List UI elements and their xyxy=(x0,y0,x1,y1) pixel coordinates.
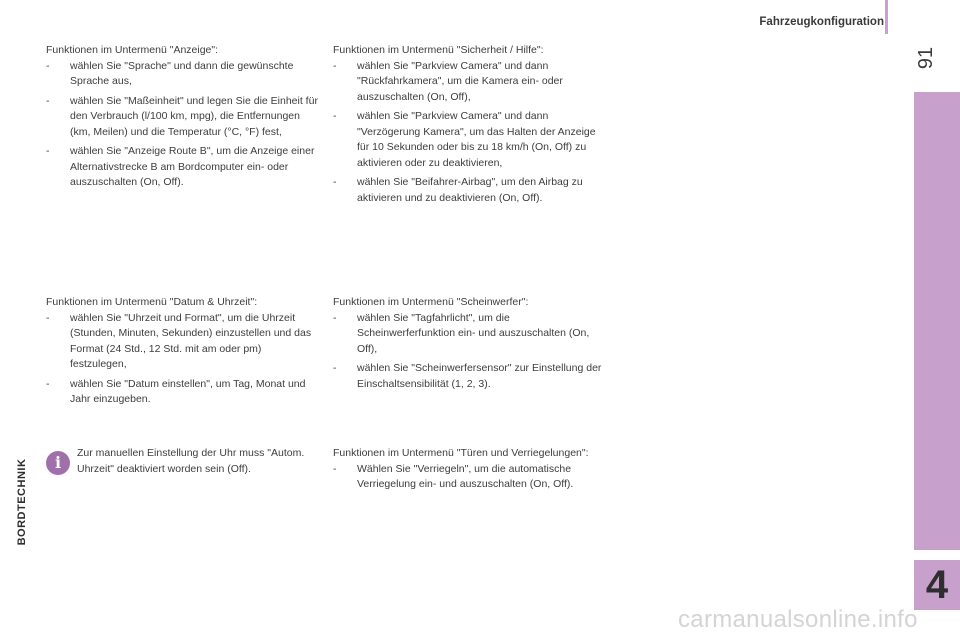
list-item xyxy=(333,311,605,358)
info-note xyxy=(77,446,305,477)
info-icon: i xyxy=(46,451,70,475)
list-item xyxy=(333,175,605,206)
list-dash: - xyxy=(333,110,337,122)
list-item-text: wählen Sie "Maßeinheit" und legen Sie die Einheit für den Verbrauch (l/100 km, mpg), die Entfernungen (km, Meilen) und die Temperatur (°C, °F) fest, xyxy=(70,94,318,138)
list-dash: - xyxy=(333,362,337,374)
list-dash: - xyxy=(46,377,50,390)
list-item-text: wählen Sie "Sprache" und dann die gewünschte Sprache aus, xyxy=(70,59,294,87)
list-item xyxy=(333,462,613,493)
section-intro: Funktionen im Untermenü "Sicherheit / Hilfe": xyxy=(333,44,544,56)
chapter-side-tab xyxy=(914,92,960,550)
list-item xyxy=(333,361,605,392)
section-intro: Funktionen im Untermenü "Datum & Uhrzeit": xyxy=(46,296,258,308)
list-item-text: wählen Sie "Uhrzeit und Format", um die Uhrzeit (Stunden, Minuten, Sekunden) einzustellen und das Format (24 Std., 12 Std. mit am oder pm) festzulegen, xyxy=(70,311,312,370)
section-intro: Funktionen im Untermenü "Scheinwerfer": xyxy=(333,296,529,308)
list-dash: - xyxy=(333,462,337,475)
list-item-text: wählen Sie "Datum einstellen", um Tag, Monat und Jahr einzugeben. xyxy=(70,377,306,405)
section-scheinwerfer xyxy=(333,295,605,396)
list-item-text: Wählen Sie "Verriegeln", um die automatische Verriegelung ein- und auszuschalten (On, Off). xyxy=(357,462,574,490)
info-note-text: Zur manuellen Einstellung der Uhr muss "Autom. Uhrzeit" deaktiviert worden sein (Off). xyxy=(77,447,305,475)
list-dash: - xyxy=(333,311,337,324)
watermark: carmanualsonline.info xyxy=(678,606,918,633)
section-anzeige xyxy=(46,43,318,195)
list-item xyxy=(333,109,605,171)
list-item-text: wählen Sie "Tagfahrlicht", um die Scheinwerferfunktion ein- und auszuschalten (On, Off), xyxy=(357,311,590,355)
section-sicherheit xyxy=(333,43,605,210)
list-dash: - xyxy=(46,59,50,72)
list-item-text: wählen Sie "Scheinwerfersensor" zur Einstellung der Einschaltsensibilität (1, 2, 3). xyxy=(357,362,602,390)
header-divider xyxy=(885,0,888,34)
list-item-text: wählen Sie "Anzeige Route B", um die Anzeige einer Alternativstrecke B am Bordcomputer ein- oder auszuschalten (On, Off). xyxy=(70,145,315,188)
section-intro: Funktionen im Untermenü "Türen und Verriegelungen": xyxy=(333,447,589,459)
list-dash: - xyxy=(46,311,50,324)
list-item-text: wählen Sie "Parkview Camera" und dann "Rückfahrkamera", um die Kamera ein- oder auszuschalten (On, Off), xyxy=(357,59,563,103)
list-dash: - xyxy=(333,59,337,72)
list-item xyxy=(46,377,318,408)
section-tueren xyxy=(333,446,613,497)
list-item xyxy=(46,94,318,141)
list-item xyxy=(46,311,318,373)
list-item xyxy=(46,59,318,90)
list-item xyxy=(333,59,605,106)
list-dash: - xyxy=(46,145,50,157)
list-item-text: wählen Sie "Beifahrer-Airbag", um den Airbag zu aktivieren und zu deaktivieren (On, Off). xyxy=(357,176,583,204)
section-intro: Funktionen im Untermenü "Anzeige": xyxy=(46,44,219,56)
list-item-text: wählen Sie "Parkview Camera" und dann "Verzögerung Kamera", um das Halten der Anzeige für 10 Sekunden oder bis zu 18 km/h (On, Off) zu aktivieren oder zu deaktivieren, xyxy=(357,110,596,169)
chapter-number: 4 xyxy=(914,560,960,610)
list-item xyxy=(46,144,318,191)
chapter-label: BORDTECHNIK xyxy=(16,458,28,546)
section-datum-uhrzeit xyxy=(46,295,318,412)
page-header-title: Fahrzeugkonfiguration xyxy=(759,16,884,28)
list-dash: - xyxy=(333,176,337,188)
page-number: 91 xyxy=(914,46,937,70)
list-dash: - xyxy=(46,94,50,107)
